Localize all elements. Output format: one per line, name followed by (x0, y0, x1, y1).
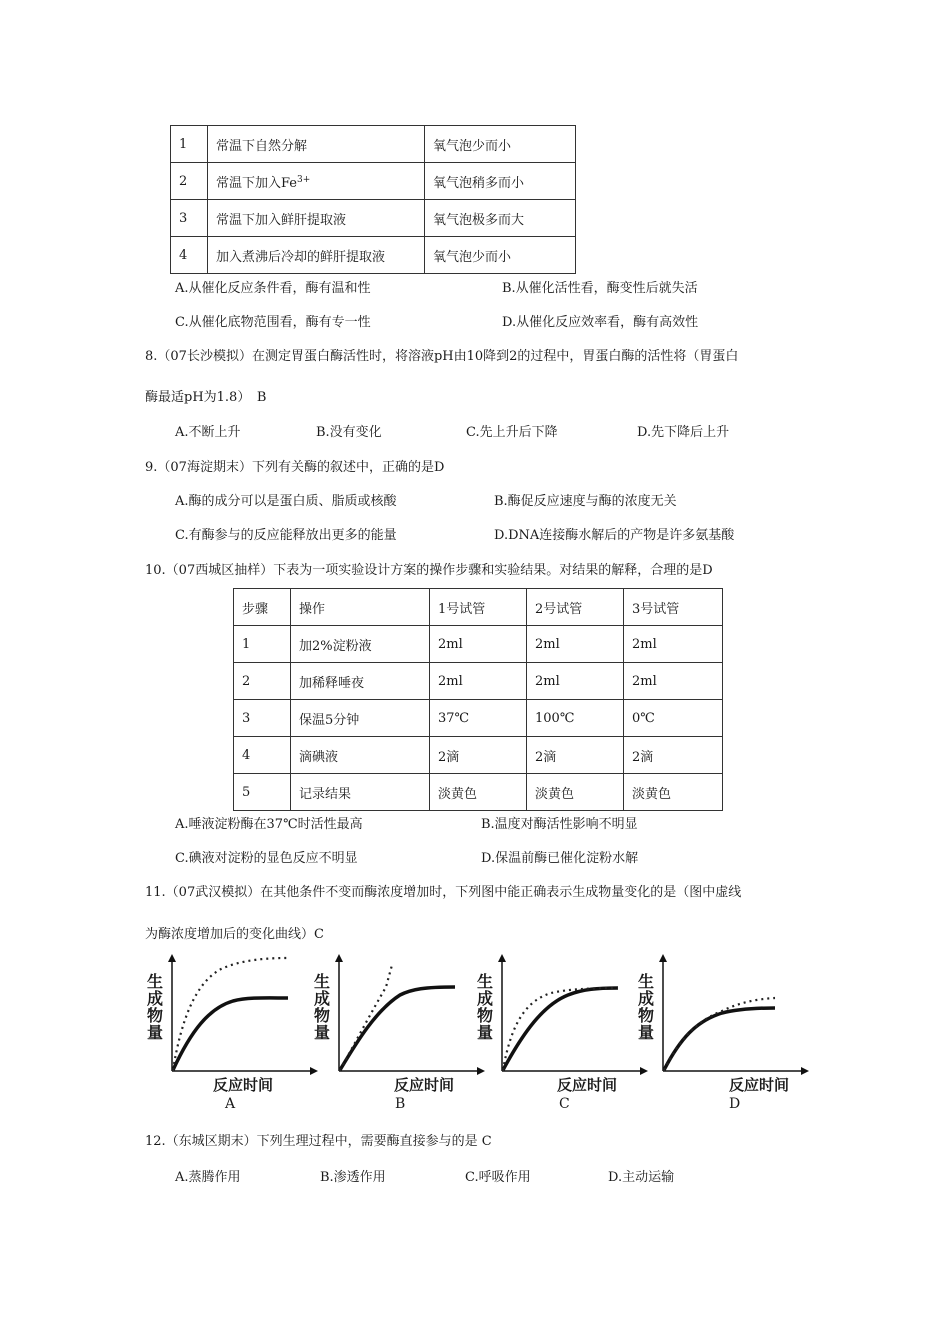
table-cell: 1 (234, 626, 291, 663)
y-axis-label: 生成物量 (146, 972, 163, 1042)
option-b: B.从催化活性看，酶变性后就失活 (502, 281, 698, 296)
y-axis-arrow (659, 954, 667, 962)
graph-a (143, 953, 323, 1118)
table-cell: 常温下加入鲜肝提取液 (208, 200, 425, 237)
table-cell: 淡黄色 (430, 774, 527, 811)
table-row (234, 700, 723, 737)
table-cell: 2滴 (624, 737, 723, 774)
option-b: B.渗透作用 (320, 1170, 386, 1185)
table-header-row (234, 589, 723, 626)
question-10-stem: 10.（07西城区抽样）下表为一项实验设计方案的操作步骤和实验结果。对结果的解释，合理的是D (145, 563, 713, 578)
experiment-table-2 (233, 588, 723, 811)
option-a: A.从催化反应条件看，酶有温和性 (175, 281, 371, 296)
option-d: D.主动运输 (608, 1170, 675, 1185)
table-row (171, 163, 576, 200)
question-8-stem-cont: 酶最适pH为1.8） B (145, 390, 267, 405)
table-cell: 氧气泡极多而大 (425, 200, 576, 237)
question-8-stem: 8.（07长沙模拟）在测定胃蛋白酶活性时，将溶液pH由10降到2的过程中，胃蛋白酶的活性将（胃蛋白 (145, 349, 739, 364)
option-a: A.唾液淀粉酶在37℃时活性最高 (175, 817, 363, 832)
table-cell: 2ml (430, 626, 527, 663)
y-axis-label: 生成物量 (313, 972, 330, 1042)
option-d: D.DNA连接酶水解后的产物是许多氨基酸 (494, 528, 735, 543)
y-axis-arrow (498, 954, 506, 962)
table-cell: 记录结果 (291, 774, 430, 811)
y-axis-label: 生成物量 (637, 972, 654, 1042)
graph-b-plot (310, 953, 490, 1073)
column-header: 步骤 (234, 589, 291, 626)
option-a: A.不断上升 (175, 425, 241, 440)
table-cell: 3 (234, 700, 291, 737)
question-9-stem: 9.（07海淀期末）下列有关酶的叙述中，正确的是D (145, 460, 445, 475)
column-header: 操作 (291, 589, 430, 626)
table-cell: 2ml (527, 626, 624, 663)
table-cell: 37℃ (430, 700, 527, 737)
table-row (171, 126, 576, 163)
column-header: 1号试管 (430, 589, 527, 626)
graph-c (473, 953, 653, 1118)
graph-b (310, 953, 490, 1118)
superscript: 3+ (297, 174, 311, 185)
question-12-stem: 12.（东城区期末）下列生理过程中，需要酶直接参与的是 C (145, 1134, 492, 1149)
graph-d-plot (634, 953, 814, 1073)
graph-c-plot (473, 953, 653, 1073)
table-cell: 2滴 (527, 737, 624, 774)
dashed-curve (173, 958, 288, 1070)
x-axis-arrow (801, 1067, 809, 1075)
table-cell: 加入煮沸后冷却的鲜肝提取液 (208, 237, 425, 274)
column-header: 2号试管 (527, 589, 624, 626)
option-b: B.温度对酶活性影响不明显 (481, 817, 638, 832)
graph-letter: D (729, 1096, 741, 1112)
table-cell: 常温下自然分解 (208, 126, 425, 163)
option-c: C.有酶参与的反应能释放出更多的能量 (175, 528, 397, 543)
option-c: C.碘液对淀粉的显色反应不明显 (175, 851, 358, 866)
question-11-stem: 11.（07武汉模拟）在其他条件不变而酶浓度增加时，下列图中能正确表示生成物量变化的是（图中虚线 (145, 885, 742, 900)
option-b: B.没有变化 (316, 425, 382, 440)
x-axis-label: 反应时间 (729, 1076, 790, 1094)
option-c: C.呼吸作用 (465, 1170, 531, 1185)
option-d: D.保温前酶已催化淀粉水解 (481, 851, 639, 866)
table-cell: 2ml (527, 663, 624, 700)
table-cell: 2滴 (430, 737, 527, 774)
table-cell: 2ml (624, 663, 723, 700)
graph-d (634, 953, 814, 1118)
table-cell: 0℃ (624, 700, 723, 737)
table-cell: 3 (171, 200, 208, 237)
table-cell: 滴碘液 (291, 737, 430, 774)
x-axis-label: 反应时间 (557, 1076, 618, 1094)
table-cell: 5 (234, 774, 291, 811)
table-cell: 氧气泡少而小 (425, 126, 576, 163)
option-c: C.从催化底物范围看，酶有专一性 (175, 315, 371, 330)
table-cell: 淡黄色 (624, 774, 723, 811)
table-cell: 4 (171, 237, 208, 274)
graph-letter: C (559, 1096, 570, 1112)
option-d: D.从催化反应效率看，酶有高效性 (502, 315, 699, 330)
solid-curve (173, 998, 288, 1070)
table-cell: 2 (171, 163, 208, 200)
table-cell: 100℃ (527, 700, 624, 737)
table-row (234, 737, 723, 774)
table-cell: 保温5分钟 (291, 700, 430, 737)
option-b: B.酶促反应速度与酶的浓度无关 (494, 494, 677, 509)
cell-text: 常温下加入Fe (216, 175, 298, 191)
table-cell: 淡黄色 (527, 774, 624, 811)
table-row (234, 774, 723, 811)
option-a: A.蒸腾作用 (175, 1170, 241, 1185)
table-row (234, 663, 723, 700)
y-axis-arrow (168, 954, 176, 962)
table-cell: 2ml (430, 663, 527, 700)
table-cell: 加稀释唾夜 (291, 663, 430, 700)
graph-letter: A (225, 1096, 236, 1112)
x-axis-label: 反应时间 (394, 1076, 455, 1094)
table-row (171, 237, 576, 274)
table-row (171, 200, 576, 237)
table-cell: 氧气泡少而小 (425, 237, 576, 274)
graph-letter: B (395, 1096, 406, 1112)
option-c: C.先上升后下降 (466, 425, 558, 440)
table-cell (208, 163, 425, 200)
y-axis-label: 生成物量 (476, 972, 493, 1042)
column-header: 3号试管 (624, 589, 723, 626)
table-cell: 2ml (624, 626, 723, 663)
table-cell: 4 (234, 737, 291, 774)
table-cell: 2 (234, 663, 291, 700)
y-axis-arrow (335, 954, 343, 962)
table-cell: 氧气泡稍多而小 (425, 163, 576, 200)
solid-curve (340, 987, 455, 1070)
question-11-stem-cont: 为酶浓度增加后的变化曲线）C (145, 927, 324, 942)
table-cell: 加2%淀粉液 (291, 626, 430, 663)
x-axis-label: 反应时间 (213, 1076, 274, 1094)
option-d: D.先下降后上升 (637, 425, 730, 440)
solid-curve (664, 1008, 775, 1070)
table-cell: 1 (171, 126, 208, 163)
table-row (234, 626, 723, 663)
graph-a-plot (143, 953, 323, 1073)
experiment-table-1 (170, 125, 576, 274)
option-a: A.酶的成分可以是蛋白质、脂质或核酸 (175, 494, 397, 509)
solid-curve (503, 988, 618, 1070)
